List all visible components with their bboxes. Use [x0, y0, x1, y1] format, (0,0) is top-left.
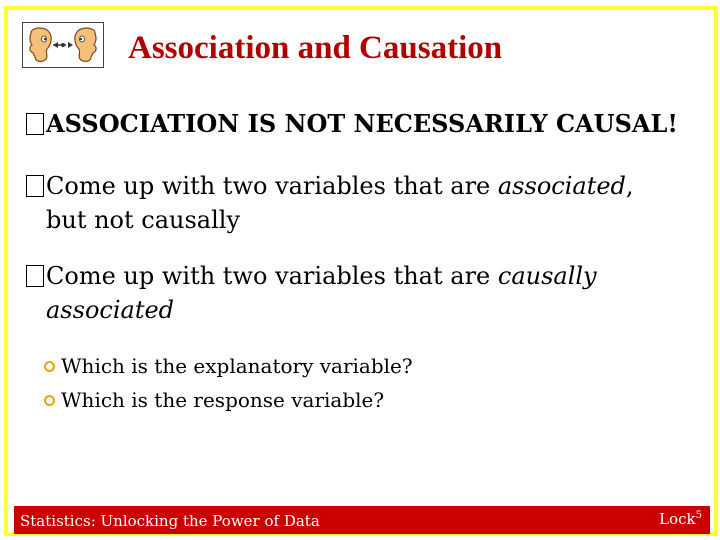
circle-bullet-icon — [44, 395, 55, 406]
footer-bar — [14, 506, 710, 534]
bullet-2-continuation: but not causally — [46, 206, 241, 234]
footer-author-name: Lock — [659, 510, 696, 528]
sub-bullet-1 — [44, 354, 413, 378]
footer-author-superscript: 5 — [695, 510, 702, 521]
sub-bullet-2-text: Which is the response variable? — [61, 388, 385, 412]
bullet-3-emphasis: causally — [497, 262, 597, 290]
bullet-3 — [26, 260, 597, 292]
circle-bullet-icon — [44, 361, 55, 372]
bullet-1-text: ASSOCIATION IS NOT NECESSARILY CAUSAL! — [46, 109, 678, 138]
bullet-2 — [26, 170, 634, 202]
footer-author — [659, 510, 702, 528]
page-title: Association and Causation — [128, 30, 503, 66]
bullet-2-text: Come up with two variables that are — [46, 172, 498, 200]
slide — [4, 6, 718, 536]
bullet-3-continuation: associated — [46, 296, 175, 324]
bullet-2-emphasis: associated — [497, 172, 626, 200]
bullet-2-comma: , — [625, 172, 634, 200]
sub-bullet-2 — [44, 388, 384, 412]
sub-bullet-1-text: Which is the explanatory variable? — [61, 354, 413, 378]
association-heads-icon — [22, 22, 104, 68]
footer-course-title: Statistics: Unlocking the Power of Data — [20, 512, 320, 530]
bullet-1 — [26, 108, 678, 140]
bullet-box-icon — [26, 265, 44, 287]
bullet-box-icon — [26, 113, 44, 135]
bullet-box-icon — [26, 175, 44, 197]
bullet-3-text: Come up with two variables that are — [46, 262, 498, 290]
